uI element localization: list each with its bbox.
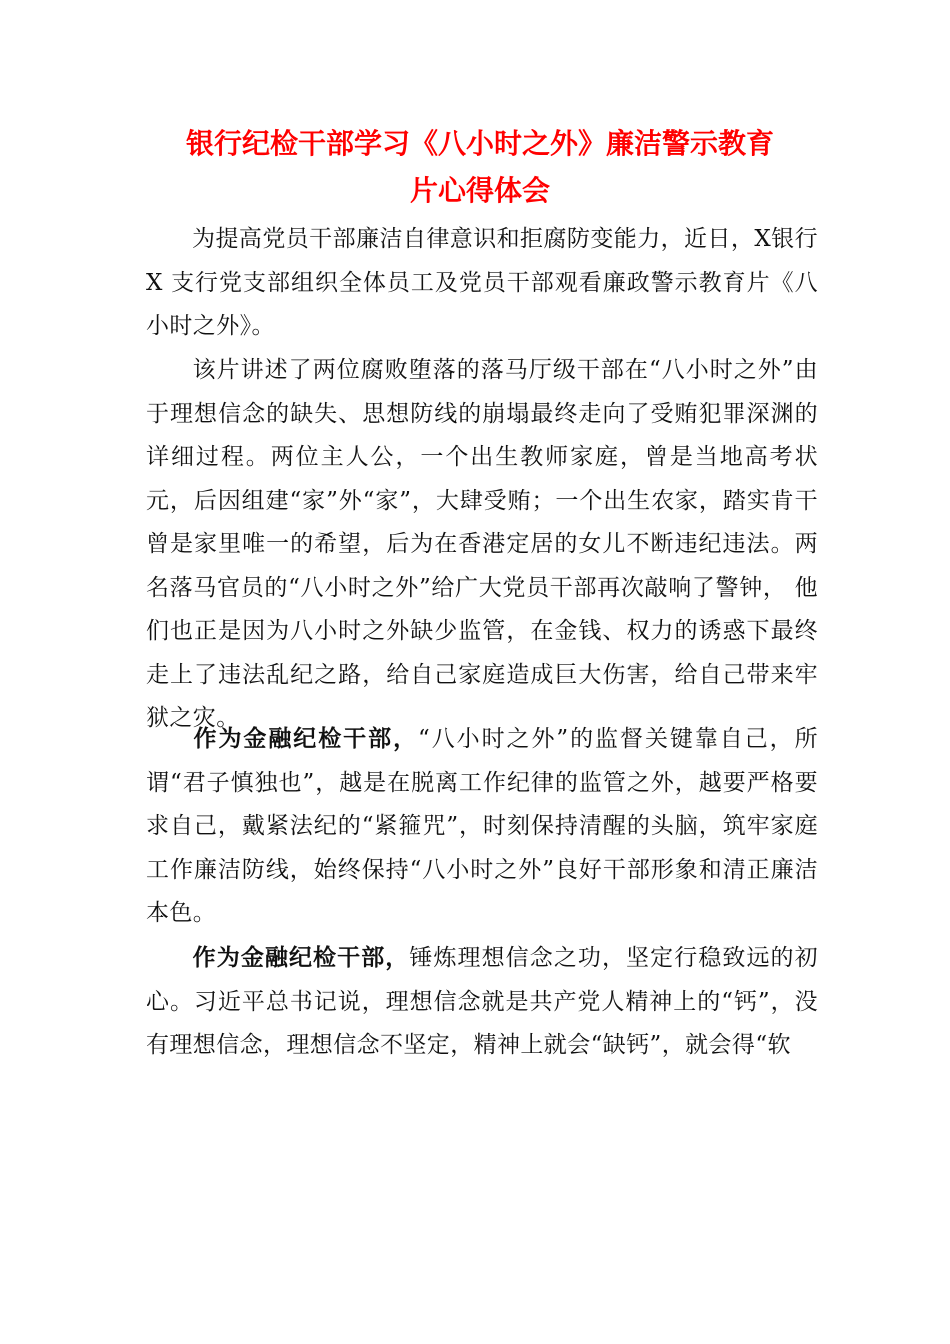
paragraph-2 (146, 349, 818, 741)
document-title-line-1: 银行纪检干部学习《八小时之外》廉洁警示教育 (185, 127, 774, 160)
paragraph-2-text: 该片讲述了两位腐败堕落的落马厅级干部在“八小时之外”由于理想信念的缺失、思想防线的崩塌最终走向了受贿犯罪深渊的详细过程。两位主人公，一个出生教师家庭，曾是当地高考状元，后因组建“家”外“家”，大肆受贿；一个出生农家，踏实肯干曾是家里唯一的希望，后为在香港定居的女儿不断违纪违法。两名落马官员的“八小时之外”给广大党员干部再次敲响了警钟， 他们也正是因为八小时之外缺少监管，在金钱、权力的诱惑下最终走上了违法乱纪之路，给自己家庭造成巨大伤害，给自己带来牢狱之灾。 (146, 357, 818, 731)
paragraph-1 (146, 218, 818, 349)
paragraph-4 (146, 937, 818, 1068)
paragraph-1-text: 为提高党员干部廉洁自律意识和拒腐防变能力，近日，X银行 X 支行党支部组织全体员工及党员干部观看廉政警示教育片《八小时之外》。 (146, 226, 818, 339)
paragraph-4-lead: 作为金融纪检干部， (192, 945, 410, 971)
document-title-line-2: 片心得体会 (409, 174, 550, 207)
paragraph-3 (146, 718, 818, 936)
paragraph-3-text: “八小时之外”的监督关键靠自己，所谓“君子慎独也”，越是在脱离工作纪律的监管之外，越要严格要求自己，戴紧法纪的“紧箍咒”，时刻保持清醒的头脑，筑牢家庭工作廉洁防线，始终保持“八小时之外”良好干部形象和清正廉洁本色。 (146, 726, 818, 926)
paragraph-3-lead: 作为金融纪检干部， (192, 726, 419, 752)
paragraph-4-text: 锤炼理想信念之功，坚定行稳致远的初心。习近平总书记说，理想信念就是共产党人精神上的“钙”，没有理想信念，理想信念不坚定，精神上就会“缺钙”，就会得“软 (146, 945, 818, 1058)
